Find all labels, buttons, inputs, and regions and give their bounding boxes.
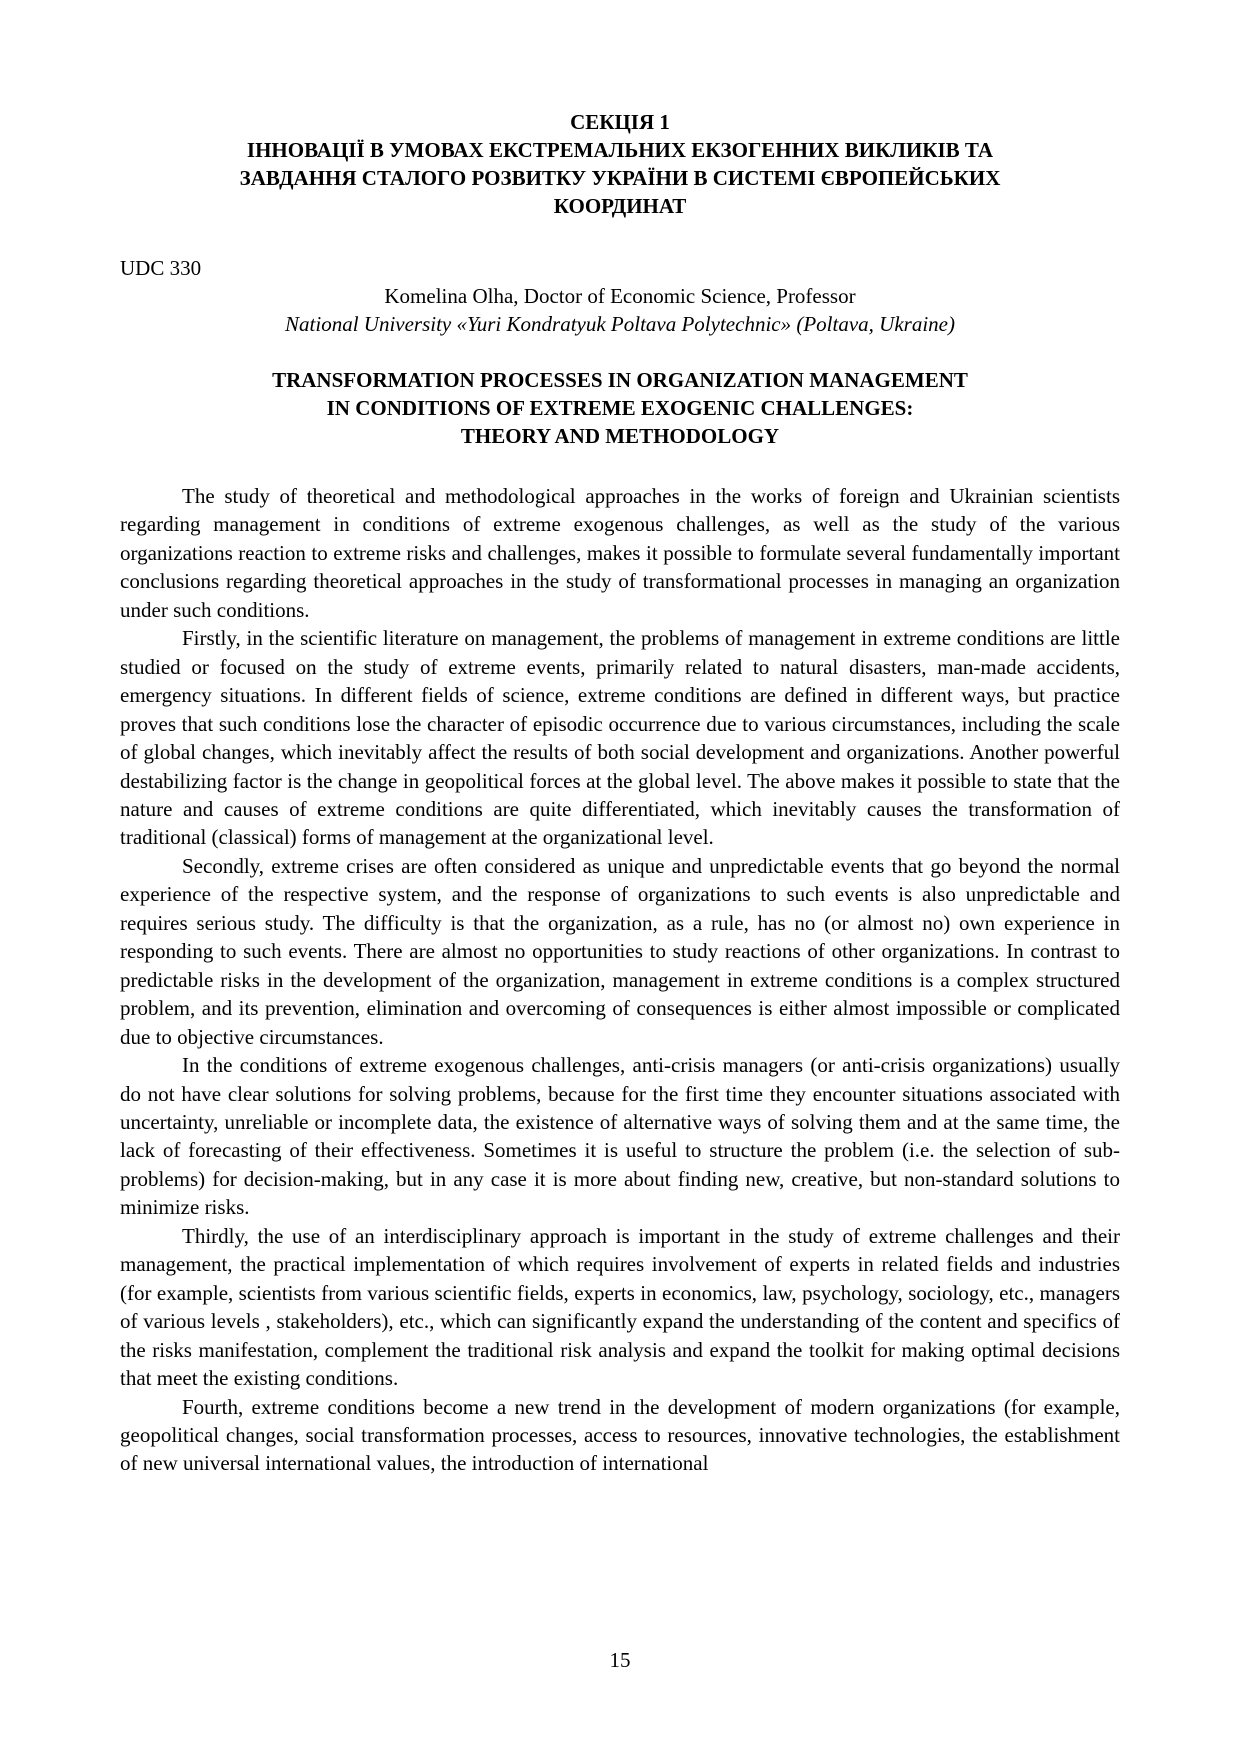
section-header (120, 108, 1120, 220)
section-title-line-1: ІННОВАЦІЇ В УМОВАХ ЕКСТРЕМАЛЬНИХ ЕКЗОГЕННИХ ВИКЛИКІВ ТА (246, 138, 994, 162)
page-number: 15 (609, 1648, 631, 1672)
paragraph: In the conditions of extreme exogenous challenges, anti-crisis managers (or anti-crisis organizations) usually do not have clear solutions for solving problems, because for the first time they encounter situations associated with uncertainty, unreliable or incomplete data, the existence of alternative ways of solving them and at the same time, the lack of forecasting of their effectiveness. Sometimes it is useful to structure the problem (i.e. the selection of sub-problems) for decision-making, but in any case it is more about finding new, creative, but non-standard solutions to minimize risks. (120, 1053, 1120, 1220)
section-label: СЕКЦІЯ 1 (570, 110, 670, 134)
paragraph: The study of theoretical and methodological approaches in the works of foreign and Ukrainian scientists regarding management in conditions of extreme exogenous challenges, as well as the study of the various organizations reaction to extreme risks and challenges, makes it possible to formulate several fundamentally important conclusions regarding theoretical approaches in the study of transformational processes in managing an organization under such conditions. (120, 484, 1120, 622)
paper-title-line-3: THEORY AND METHODOLOGY (460, 424, 780, 448)
paper-title (120, 366, 1120, 450)
section-title-line-2: ЗАВДАННЯ СТАЛОГО РОЗВИТКУ УКРАЇНИ В СИСТЕМІ ЄВРОПЕЙСЬКИХ (239, 166, 1001, 190)
paper-title-line-1: TRANSFORMATION PROCESSES IN ORGANIZATION MANAGEMENT (272, 368, 968, 392)
author-line: Komelina Olha, Doctor of Economic Science, Professor (384, 284, 856, 308)
paragraph: Secondly, extreme crises are often considered as unique and unpredictable events that go beyond the normal experience of the respective system, and the response of organizations to such events is also unpredictable and requires serious study. The difficulty is that the organization, as a rule, has no (or almost no) own experience in responding to such events. There are almost no opportunities to study reactions of other organizations. In contrast to predictable risks in the development of the organization, management in extreme conditions is a complex structured problem, and its prevention, elimination and overcoming of consequences is either almost impossible or complicated due to objective circumstances. (120, 853, 1120, 1049)
paper-title-line-2: IN CONDITIONS OF EXTREME EXOGENIC CHALLENGES: (326, 396, 914, 420)
paragraph: Fourth, extreme conditions become a new trend in the development of modern organizations (for example, geopolitical changes, social transformation processes, access to resources, innovative technologies, the establishment of new universal international values, the introduction of international (120, 1394, 1120, 1476)
article-body (120, 482, 1120, 1478)
paragraph: Thirdly, the use of an interdisciplinary approach is important in the study of extreme challenges and their management, the practical implementation of which requires involvement of experts in related fields and industries (for example, scientists from various scientific fields, experts in economics, law, psychology, sociology, etc., managers of various levels , stakeholders), etc., which can significantly expand the understanding of the content and specifics of the risks manifestation, complement the traditional risk analysis and expand the toolkit for making optimal decisions that meet the existing conditions. (120, 1223, 1120, 1391)
paragraph: Firstly, in the scientific literature on management, the problems of management in extreme conditions are little studied or focused on the study of extreme events, primarily related to natural disasters, man-made accidents, emergency situations. In different fields of science, extreme conditions are defined in different ways, but practice proves that such conditions lose the character of episodic occurrence due to various circumstances, including the scale of global changes, which inevitably affect the results of both social development and organizations. Another powerful destabilizing factor is the change in geopolitical forces at the global level. The above makes it possible to state that the nature and causes of extreme conditions are quite differentiated, which inevitably causes the transformation of traditional (classical) forms of management at the organizational level. (120, 626, 1120, 850)
udc-label: UDC 330 (120, 256, 202, 280)
affiliation-line: National University «Yuri Kondratyuk Poltava Polytechnic» (Poltava, Ukraine) (285, 312, 955, 336)
section-title-line-3: КООРДИНАТ (553, 194, 687, 218)
